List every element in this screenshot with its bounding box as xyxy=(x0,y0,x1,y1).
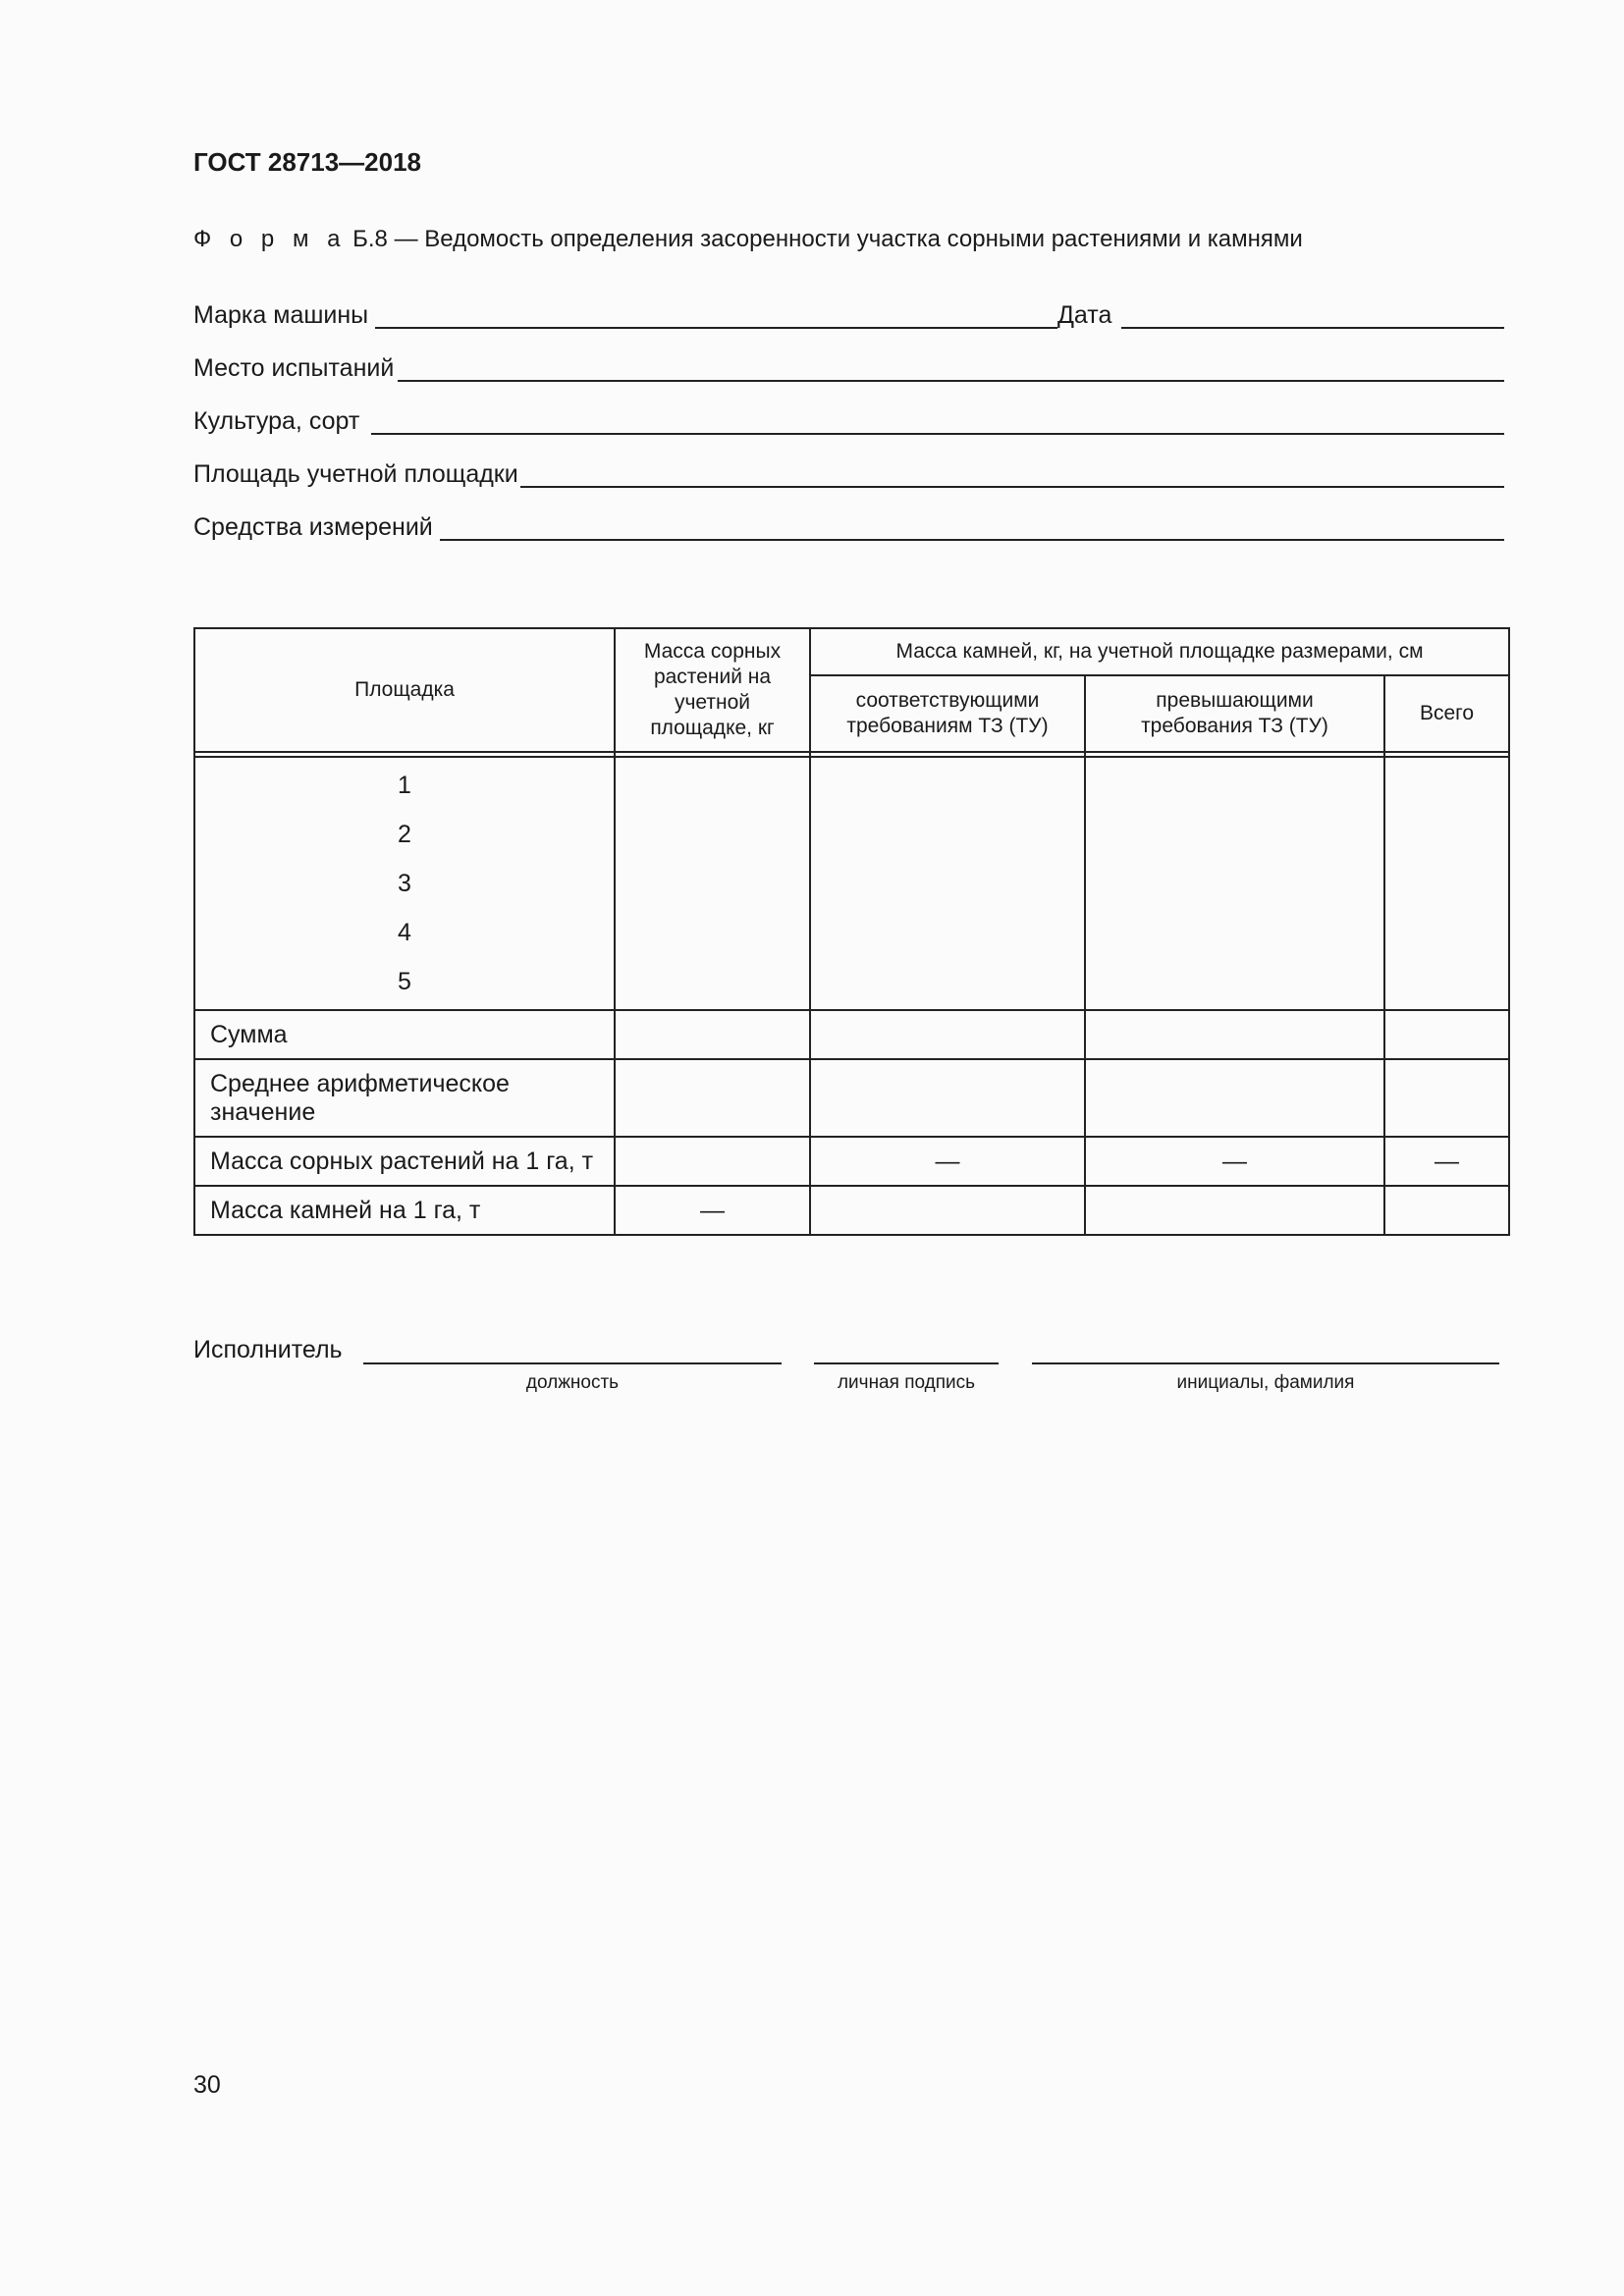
cell-input[interactable] xyxy=(1384,1059,1509,1137)
header-stone-mass: Масса камней, кг, на учетной площадке размерами, см xyxy=(810,628,1509,675)
cell-input[interactable] xyxy=(810,1059,1085,1137)
form-title xyxy=(193,226,1303,253)
dash-cell: — xyxy=(615,1186,810,1235)
document-code: ГОСТ 28713—2018 xyxy=(193,147,421,177)
weed-stone-table xyxy=(193,627,1510,1236)
header-plot: Площадка xyxy=(194,628,615,752)
plot-number: 1 xyxy=(398,772,411,799)
cell-input[interactable] xyxy=(1384,1010,1509,1059)
plot-number: 4 xyxy=(398,919,411,946)
table-row xyxy=(194,1186,1509,1235)
cell-input[interactable] xyxy=(810,757,1085,1010)
instruments-field[interactable] xyxy=(440,539,1504,541)
plots-row xyxy=(194,757,1509,1010)
plot-number: 5 xyxy=(398,968,411,995)
table-row xyxy=(194,1010,1509,1059)
cell-input[interactable] xyxy=(810,1186,1085,1235)
machine-field[interactable] xyxy=(375,327,1057,329)
cell-input[interactable] xyxy=(810,1010,1085,1059)
name-caption: инициалы, фамилия xyxy=(1176,1372,1355,1393)
cell-input[interactable] xyxy=(1085,1059,1384,1137)
cell-input[interactable] xyxy=(615,1059,810,1137)
page-number: 30 xyxy=(193,2071,221,2099)
header-total: Всего xyxy=(1384,675,1509,752)
dash-cell: — xyxy=(810,1137,1085,1186)
date-field[interactable] xyxy=(1121,327,1504,329)
header-conforming: соответствующими требованиям ТЗ (ТУ) xyxy=(810,675,1085,752)
date-label: Дата xyxy=(1057,301,1112,329)
dash-cell: — xyxy=(1085,1137,1384,1186)
cell-input[interactable] xyxy=(1085,1010,1384,1059)
form-title-text: Б.8 — Ведомость определения засоренности участка сорными растениями и камнями xyxy=(352,226,1303,252)
machine-label: Марка машины xyxy=(193,301,369,329)
position-caption: должность xyxy=(525,1372,620,1393)
row-label-stone-per-ha: Масса камней на 1 га, т xyxy=(194,1186,615,1235)
cell-input[interactable] xyxy=(1384,1186,1509,1235)
plot-number: 3 xyxy=(398,870,411,897)
plot-area-field[interactable] xyxy=(520,486,1504,488)
crop-label: Культура, сорт xyxy=(193,407,360,435)
table-row xyxy=(194,1059,1509,1137)
position-field[interactable] xyxy=(363,1362,782,1364)
form-prefix: Ф о р м а xyxy=(193,226,347,252)
header-exceeding: превышающими требования ТЗ (ТУ) xyxy=(1085,675,1384,752)
test-place-label: Место испытаний xyxy=(193,354,395,382)
row-label-sum: Сумма xyxy=(194,1010,615,1059)
cell-input[interactable] xyxy=(615,1137,810,1186)
plot-number: 2 xyxy=(398,821,411,848)
plot-numbers xyxy=(194,757,615,1010)
executor-label: Исполнитель xyxy=(193,1336,343,1363)
plot-area-label: Площадь учетной площадки xyxy=(193,460,518,488)
test-place-field[interactable] xyxy=(398,380,1504,382)
dash-cell: — xyxy=(1384,1137,1509,1186)
name-field[interactable] xyxy=(1032,1362,1499,1364)
cell-input[interactable] xyxy=(1085,757,1384,1010)
row-label-weed-per-ha: Масса сорных растений на 1 га, т xyxy=(194,1137,615,1186)
table-row xyxy=(194,1137,1509,1186)
cell-input[interactable] xyxy=(615,757,810,1010)
row-label-mean: Среднее арифметическое значение xyxy=(194,1059,615,1137)
cell-input[interactable] xyxy=(615,1010,810,1059)
header-weed-mass: Масса сорных растений на учетной площадке, кг xyxy=(615,628,810,752)
signature-caption: личная подпись xyxy=(837,1372,976,1393)
crop-field[interactable] xyxy=(371,433,1504,435)
cell-input[interactable] xyxy=(1085,1186,1384,1235)
instruments-label: Средства измерений xyxy=(193,513,433,541)
cell-input[interactable] xyxy=(1384,757,1509,1010)
signature-field[interactable] xyxy=(814,1362,999,1364)
